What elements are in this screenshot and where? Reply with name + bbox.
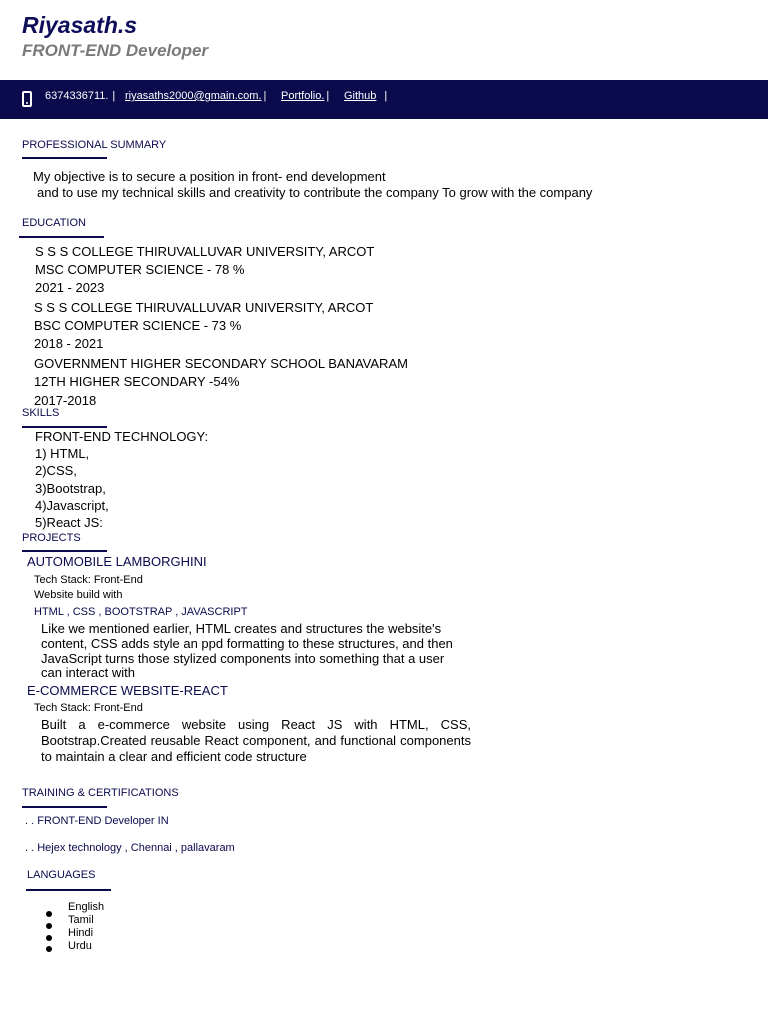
education-school: S S S COLLEGE THIRUVALLUVAR UNIVERSITY, ARCOT [35, 244, 375, 259]
bullet-icon [46, 923, 52, 929]
project-desc-line: can interact with [41, 665, 135, 680]
project-title: E-COMMERCE WEBSITE-REACT [27, 683, 228, 698]
phone-number: 6374336711. | [45, 90, 116, 102]
section-heading-projects: PROJECTS [22, 532, 81, 544]
project-stack: Tech Stack: Front-End [34, 574, 143, 586]
summary-line-2: and to use my technical skills and creativity to contribute the company To grow with the company [37, 185, 593, 200]
section-heading-education: EDUCATION [22, 217, 86, 229]
project-desc-line: JavaScript turns those stylized components into something that a user [41, 651, 445, 666]
summary-line-1: My objective is to secure a position in front- end development [33, 169, 386, 184]
contact-bar [0, 80, 768, 119]
candidate-role: FRONT-END Developer [22, 41, 209, 60]
section-rule [22, 806, 107, 808]
education-degree: 12TH HIGHER SECONDARY -54% [34, 374, 240, 389]
project-title: AUTOMOBILE LAMBORGHINI [27, 554, 207, 569]
skill-item: 1) HTML, [35, 446, 90, 461]
skill-item: 5)React JS: [35, 515, 103, 530]
section-heading-summary: PROFESSIONAL SUMMARY [22, 139, 167, 151]
section-heading-training: TRAINING & CERTIFICATIONS [22, 787, 179, 799]
portfolio-link[interactable]: Portfolio. [281, 90, 325, 102]
project-build: Website build with [34, 589, 123, 601]
bullet-icon [46, 946, 52, 952]
language-item: Tamil [68, 914, 94, 926]
project-desc-line: Like we mentioned earlier, HTML creates and structures the website's [41, 621, 442, 636]
education-years: 2021 - 2023 [35, 280, 105, 295]
section-rule [22, 426, 107, 428]
separator: | [326, 90, 330, 102]
section-rule [19, 236, 104, 238]
section-rule [26, 889, 111, 891]
section-rule [22, 550, 107, 552]
phone-icon [22, 91, 32, 107]
separator: | [263, 90, 267, 102]
github-link[interactable]: Github [344, 90, 377, 102]
project-tech: HTML , CSS , BOOTSTRAP , JAVASCRIPT [34, 606, 248, 618]
section-heading-languages: LANGUAGES [27, 869, 96, 881]
education-years: 2017-2018 [34, 393, 97, 408]
skill-item: 2)CSS, [35, 463, 77, 478]
bullet-icon [46, 935, 52, 941]
training-item: . . Hejex technology , Chennai , pallavaram [25, 842, 235, 854]
section-rule [22, 157, 107, 159]
skills-title: FRONT-END TECHNOLOGY: [35, 429, 209, 444]
education-degree: MSC COMPUTER SCIENCE - 78 % [35, 262, 245, 277]
education-degree: BSC COMPUTER SCIENCE - 73 % [34, 318, 242, 333]
separator: | [384, 90, 388, 102]
education-school: S S S COLLEGE THIRUVALLUVAR UNIVERSITY, ARCOT [34, 300, 374, 315]
section-heading-skills: SKILLS [22, 407, 60, 419]
bullet-icon [46, 911, 52, 917]
candidate-name: Riyasath.s [22, 12, 138, 38]
education-years: 2018 - 2021 [34, 336, 104, 351]
training-item: . . FRONT-END Developer IN [25, 815, 169, 827]
skill-item: 3)Bootstrap, [35, 481, 106, 496]
skill-item: 4)Javascript, [35, 498, 109, 513]
project-desc-line: content, CSS adds style an ppd formatting to these structures, and then [41, 636, 453, 651]
language-item: English [68, 901, 105, 913]
education-school: GOVERNMENT HIGHER SECONDARY SCHOOL BANAVARAM [34, 356, 408, 371]
project-stack: Tech Stack: Front-End [34, 702, 143, 714]
email-link[interactable]: riyasaths2000@gmain.com. [125, 90, 262, 102]
language-item: Hindi [68, 927, 94, 939]
language-item: Urdu [68, 940, 92, 952]
project-desc: Built a e-commerce website using React JS with HTML, CSS, Bootstrap.Created reusable React component, and functional components to maintain a clear and efficient code structure [41, 717, 471, 764]
